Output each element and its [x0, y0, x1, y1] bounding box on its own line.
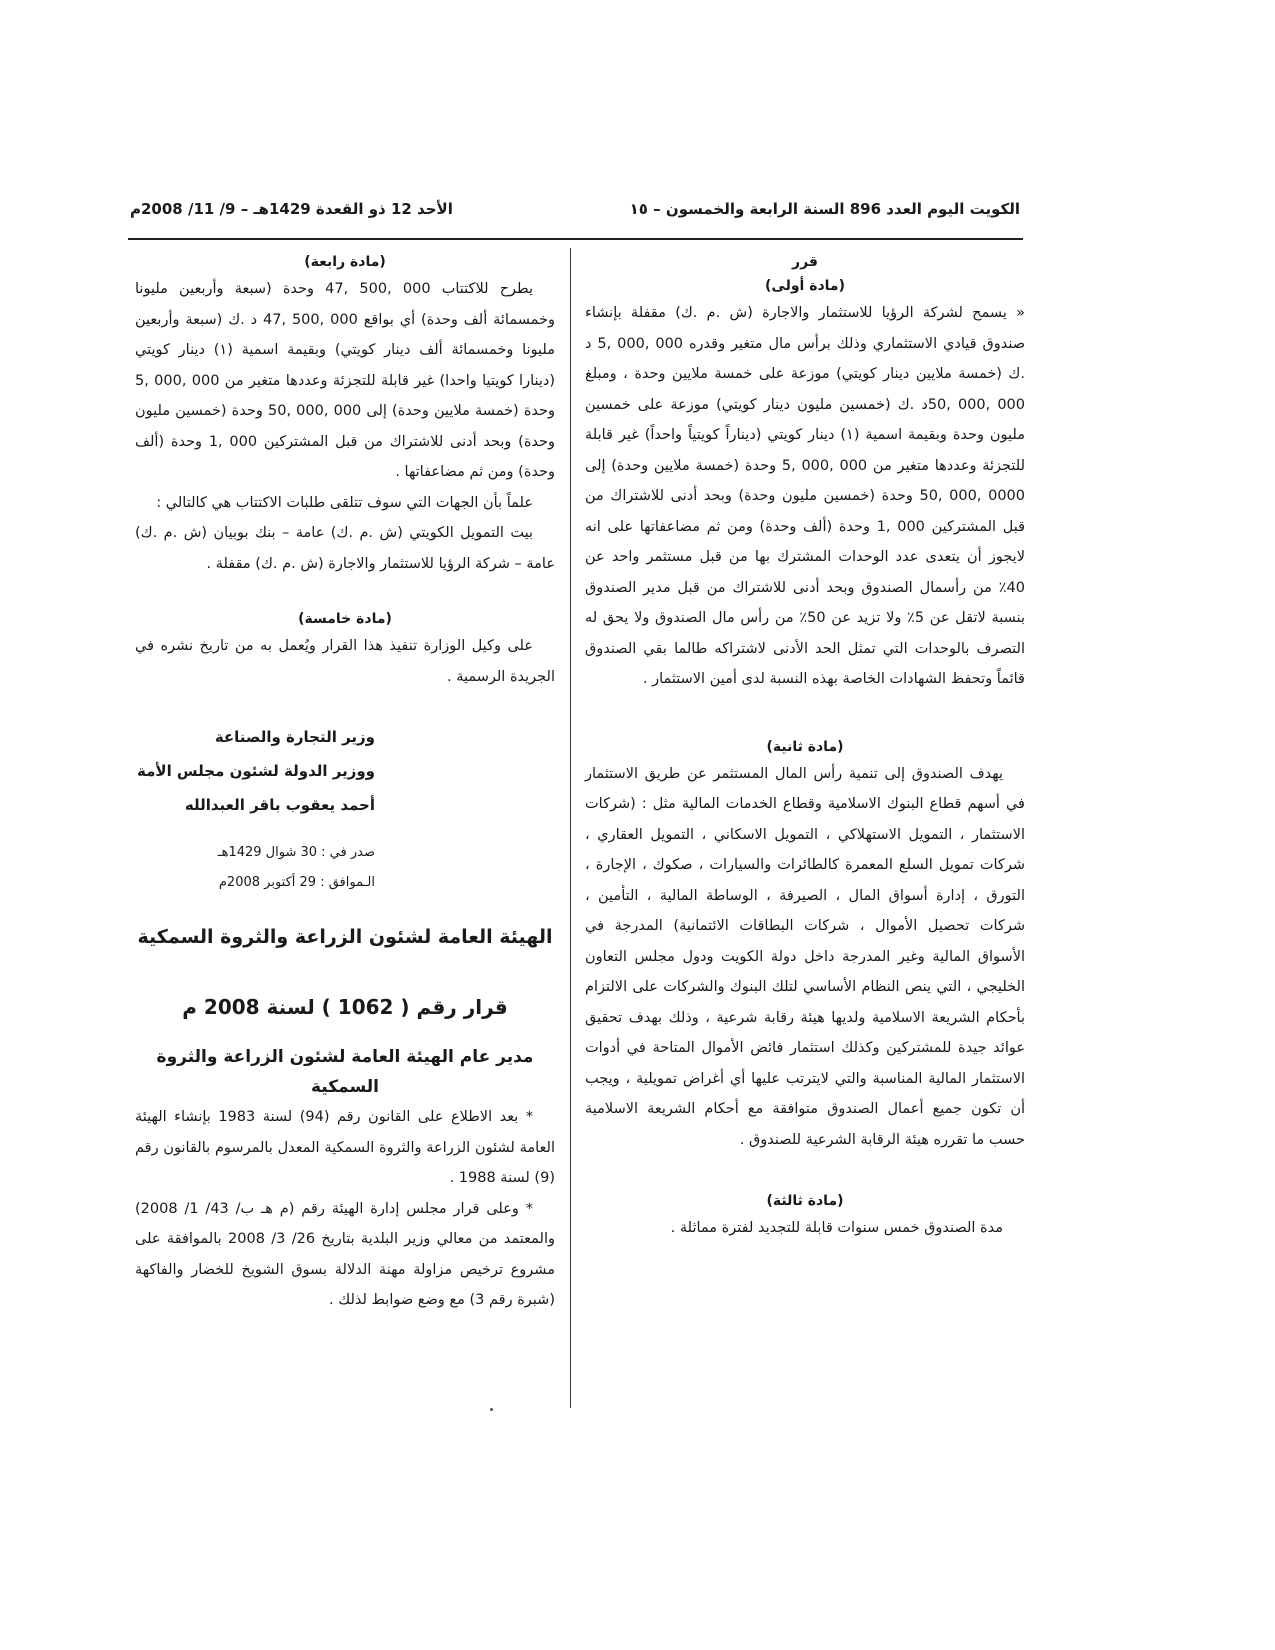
preamble-1: * بعد الاطلاع على القانون رقم (94) لسنة 1983 بإنشاء الهيئة العامة لشئون الزراعة والثروة السمكية المعدل بالمرسوم بالقانون رقم (9) لسنة 1988 . [135, 1109, 555, 1186]
article-2-heading: (مادة ثانية) [766, 738, 844, 755]
scan-speck [490, 1408, 493, 1411]
article-3-text: مدة الصندوق خمس سنوات قابلة للتجديد لفترة مماثلة . [670, 1220, 1003, 1236]
signature-title-1: وزير التجارة والصناعة [214, 728, 375, 746]
issue-date: الأحد 12 ذو القعدة 1429هـ – 9/ 11/ 2008م [130, 200, 453, 218]
page-header [130, 200, 1020, 228]
column-divider [570, 248, 571, 1408]
article-4-text: يطرح للاكتتاب 000 ,500 ,47 وحدة (سبعة وأربعين مليونا وخمسمائة ألف وحدة) أي بواقع 000 ,500 ,47 د .ك (سبعة وأربعين مليونا وخمسمائة ألف دينار كويتي) وبقيمة اسمية (١) دينار كويتي (دينارا كويتيا واحدا) غير قابلة للتجزئة وعددها متغير من 000 ,000 ,5 وحدة (خمسة ملايين وحدة) إلى 000 ,000 ,50 وحدة (خمسين مليون وحدة) وبحد أدنى للاشتراك من قبل المشتركين 000 ,1 وحدة (ألف وحدة) ومن ثم مضاعفاتها . [135, 281, 556, 480]
header-divider [128, 238, 1023, 240]
issued-hijri-date: صدر في : 30 شوال 1429هـ [217, 845, 375, 860]
authority-title: الهيئة العامة لشئون الزراعة والثروة السمكية [137, 926, 553, 948]
article-3-heading: (مادة ثالثة) [766, 1193, 844, 1209]
article-1-text: « يسمح لشركة الرؤيا للاستثمار والاجارة (ش .م .ك) مقفلة بإنشاء صندوق قيادي الاستثماري وذلك برأس مال متغير وقدره 000 ,000 ,5 د .ك (خمسة ملايين دينار كويتي) موزعة على خمسة ملايين وحدة ، ومبلغ 000 ,000 ,50د .ك (خمسين مليون دينار كويتي) موزعة على خمسين مليون وحدة وبقيمة اسمية (١) دينار كويتي (ديناراً كويتياً واحداً) غير قابلة للتجزئة وعددها متغير من 000 ,000 ,5 وحدة (خمسة ملايين وحدة) إلى 0000 ,000 ,50 وحدة (خمسين مليون وحدة) وبحد أدنى للاشتراك من قبل المشتركين 000 ,1 وحدة (ألف وحدة) ومن ثم مضاعفاتها على انه لايجوز أن يتعدى عدد الوحدات المشترك بها من قبل مستثمر واحد عن 40٪ من رأسمال الصندوق وبحد أدنى للاشتراك من قبل مدير الصندوق بنسبة لاتقل عن 5٪ ولا تزيد عن 50٪ من رأس مال الصندوق ولا يحق له التصرف بالوحدات التي تمثل الحد الأدنى لاشتراكه طالما بقي الصندوق قائماً وتحفظ الشهادات الخاصة بهذه النسبة لدى أمين الاستثمار . [585, 305, 1026, 687]
article-4-entities: بيت التمويل الكويتي (ش .م .ك) عامة – بنك بوبيان (ش .م .ك) عامة – شركة الرؤيا للاستثمار والاجارة (ش .م .ك) مقفلة . [135, 525, 555, 572]
preamble-2: * وعلى قرار مجلس إدارة الهيئة رقم (م هـ ب/ 43/ 1/ 2008) والمعتمد من معالي وزير البلدية بتاريخ 26/ 3/ 2008 بالموافقة على مشروع ترخيص مزاولة مهنة الدلالة بسوق الشويخ للخضار والفاكهة (شبرة رقم 3) مع وضع ضوابط لذلك . [135, 1200, 555, 1308]
signature-name: أحمد يعقوب باقر العبدالله [184, 796, 375, 814]
director-title: مدير عام الهيئة العامة لشئون الزراعة والثروة السمكية [156, 1047, 534, 1097]
issued-gregorian-date: الـموافق : 29 أكتوبر 2008م [218, 875, 375, 890]
article-5-heading: (مادة خامسة) [298, 611, 392, 627]
article-4-note: علماً بأن الجهات التي سوف تتلقى طلبات الاكتتاب هي كالتالي : [156, 494, 533, 511]
decree-title: قرار رقم ( 1062 ) لسنة 2008 م [182, 995, 508, 1019]
publication-info: الكويت اليوم العدد 896 السنة الرابعة والخمسون – ١٥ [629, 200, 1020, 218]
article-5-text: على وكيل الوزارة تنفيذ هذا القرار ويُعمل به من تاريخ نشره في الجريدة الرسمية . [135, 638, 555, 685]
signature-title-2: ووزير الدولة لشئون مجلس الأمة [137, 762, 375, 780]
decision-heading: قرر [792, 254, 818, 270]
left-column [135, 250, 555, 1316]
article-2-text: يهدف الصندوق إلى تنمية رأس المال المستثمر عن طريق الاستثمار في أسهم قطاع البنوك الاسلامية وقطاع الخدمات المالية مثل : (شركات الاستثمار ، التمويل الاستهلاكي ، التمويل الاسكاني ، التمويل العقاري ، شركات تمويل السلع المعمرة كالطائرات والسيارات ، صكوك ، الإجارة ، التورق ، إدارة أسواق المال ، الصيرفة ، الوساطة المالية ، التأمين ، شركات تحصيل الأموال ، شركات البطاقات الائتمانية) المدرجة في الأسواق المالية وغير المدرجة داخل دولة الكويت ودول مجلس التعاون الخليجي ، التي ينص النظام الأساسي لتلك البنوك والشركات على الالتزام بأحكام الشريعة الاسلامية ولديها هيئة رقابة شرعية ، وذلك بهدف تحقيق عوائد جيدة للمشتركين وكذلك استثمار فائض الأموال المتاحة في أدوات الاستثمار المالية المناسبة والتي لايترتب عليها أي أغراض تمويلية ، ويجب أن تكون جميع أعمال الصندوق متوافقة مع أحكام الشريعة الاسلامية حسب ما تقرره هيئة الرقابة الشرعية للصندوق . [585, 765, 1025, 1148]
article-4-heading: (مادة رابعة) [304, 254, 386, 270]
article-1-heading: (مادة أولى) [765, 278, 845, 294]
right-column [585, 250, 1025, 1244]
